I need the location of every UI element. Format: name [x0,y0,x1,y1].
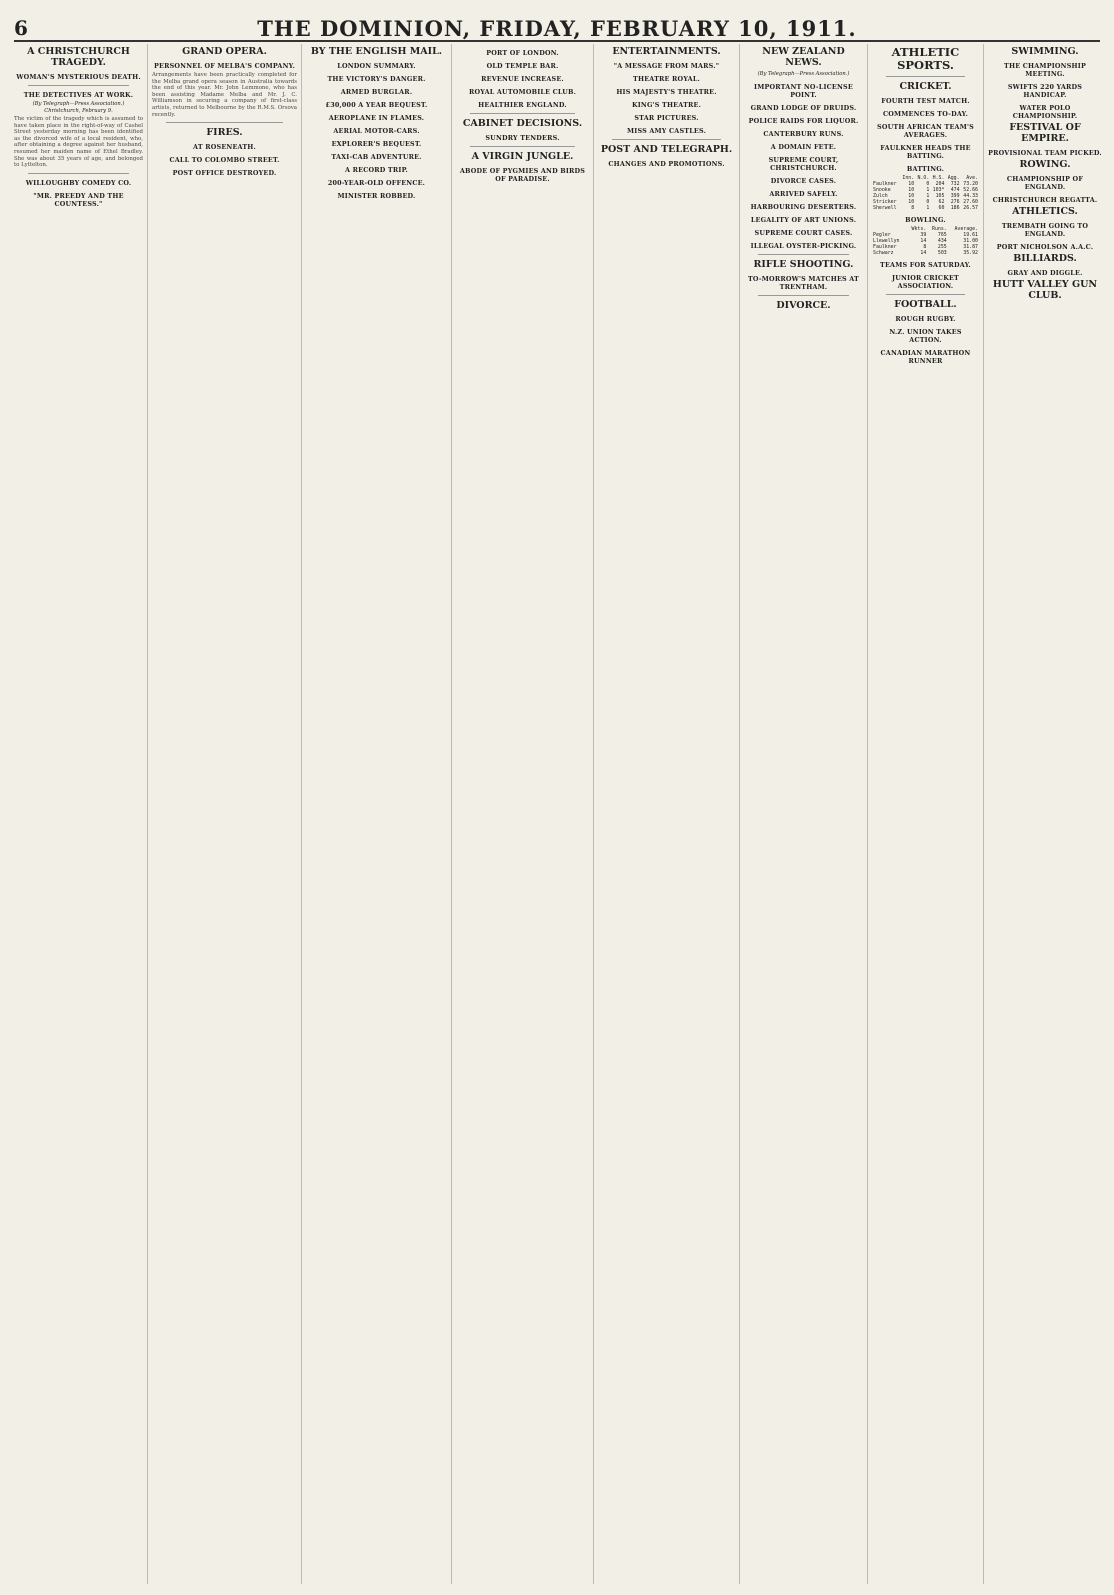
section-heading: REVENUE INCREASE. [481,75,564,83]
table-cell: 0 [926,199,930,205]
section-title-football: FOOTBALL. [894,299,957,310]
column-christchurch-tragedy [10,44,148,1584]
section-heading: ROUGH RUGBY. [895,315,956,323]
table-cell: 1 [926,205,930,211]
section-title-hutt-valley-gun-club: HUTT VALLEY GUN CLUB. [992,279,1098,301]
table-cell: Schwarz [873,250,894,256]
table-cell: 27.60 [963,199,978,205]
section-heading: SUPREME COURT, CHRISTCHURCH. [768,155,839,172]
section-heading: GRAND LODGE OF DRUIDS. [750,103,857,112]
table-cell: 0 [926,181,930,187]
table-cell: 255 [937,244,947,250]
section-heading: THE DETECTIVES AT WORK. [23,91,134,99]
table-cell: 105 [935,193,945,199]
section-heading: CANTERBURY RUNS. [763,129,844,138]
table-cell: Llewellyn [873,238,900,244]
section-heading: MINISTER ROBBED. [337,192,416,200]
article-title-athletic-sports: ATHLETIC SPORTS. [891,45,960,72]
table-caption-batting: BATTING. [906,165,945,173]
section-heading: HIS MAJESTY'S THEATRE. [616,88,717,96]
section-heading: POLICE RAIDS FOR LIQUOR. [748,116,859,125]
table-cell: Stricker [873,199,897,205]
section-heading: THE VICTORY'S DANGER. [327,75,426,83]
section-heading: COMMENCES TO-DAY. [882,110,969,118]
section-heading: MISS AMY CASTLES. [627,127,706,135]
section-title-rowing: ROWING. [1019,159,1071,170]
section-heading: £30,000 A YEAR BEQUEST. [325,101,428,109]
section-heading: PORT OF LONDON. [486,49,559,57]
table-cell: Snooke [873,187,891,193]
table-cell: 62 [938,199,945,205]
table-cell: 35.92 [963,250,978,256]
batting-row [872,205,979,211]
section-heading: OLD TEMPLE BAR. [486,62,559,70]
section-heading: KING'S THEATRE. [631,101,702,109]
bowling-row [872,250,979,256]
section-heading: 200-YEAR-OLD OFFENCE. [327,179,426,187]
table-cell: 503 [937,250,947,256]
section-subheading: "MR. PREEDY AND THE COUNTESS." [33,191,124,208]
column-swimming [984,44,1106,1584]
article-lead: Arrangements have been practically completed for the Melba grand opera season in Australia towards the end of this year. Mr. John Lemmone, who has been assisting Madame Melba and Mr. J. C. Williamson in securing a company of first-class artists, returned to Melbourne by the R.M.S. Orsova recently. [152,72,297,118]
section-heading: PERSONNEL OF MELBA'S COMPANY. [154,62,295,70]
table-cell: Zulch [873,193,888,199]
table-cell: 8 [923,244,927,250]
table-cell: 765 [937,232,947,238]
table-header-cell: Agg. [947,175,960,181]
section-heading: STAR PICTURES. [634,114,699,122]
table-cell: 399 [950,193,960,199]
table-header-cell: H.S. [932,175,945,181]
table-cell: 31.87 [963,244,978,250]
table-cell: 732 [950,181,960,187]
table-cell: Sherwell [873,205,897,211]
section-heading: ABODE OF PYGMIES AND BIRDS OF PARADISE. [459,167,586,183]
table-cell: 73.20 [963,181,978,187]
section-heading: TO-MORROW'S MATCHES AT TRENTHAM. [747,274,860,291]
section-heading: PORT NICHOLSON A.A.C. [996,243,1094,251]
section-heading: TAXI-CAB ADVENTURE. [331,153,422,161]
table-cell: 31.00 [963,238,978,244]
section-heading: SUPREME COURT CASES. [754,228,853,237]
table-cell: 474 [950,187,960,193]
section-heading: THEATRE ROYAL. [633,75,700,83]
section-heading: DIVORCE CASES. [770,176,837,185]
table-cell: 1 [926,187,930,193]
newspaper-title: THE DOMINION, FRIDAY, FEBRUARY 10, 1911. [257,16,857,41]
table-cell: 44.33 [963,193,978,199]
table-cell: 8 [911,205,915,211]
section-heading: WATER POLO CHAMPIONSHIP. [1012,104,1078,120]
section-heading: "A MESSAGE FROM MARS." [613,62,720,70]
column-grand-opera [148,44,302,1584]
table-header-cell: Runs. [932,226,947,232]
section-heading: FOURTH TEST MATCH. [881,97,970,105]
section-heading: JUNIOR CRICKET ASSOCIATION. [892,274,959,290]
section-title-festival-of-empire: FESTIVAL OF EMPIRE. [1009,122,1081,144]
section-title-cricket: CRICKET. [899,81,952,92]
section-heading: TEAMS FOR SATURDAY. [880,261,971,269]
section-heading: LEGALITY OF ART UNIONS. [750,215,857,224]
table-cell: 10 [908,199,915,205]
table-cell: 14 [920,250,927,256]
section-heading: ROYAL AUTOMOBILE CLUB. [468,88,576,96]
section-heading: FAULKNER HEADS THE BATTING. [880,144,971,160]
article-title-christchurch-tragedy: A CHRISTCHURCH TRAGEDY. [27,46,130,68]
section-heading: IMPORTANT NO-LICENSE POINT. [754,82,853,99]
column-london-news [452,44,594,1584]
table-cell: 10 [908,193,915,199]
article-title-post-telegraph: POST AND TELEGRAPH. [600,144,733,155]
table-cell: 10 [908,181,915,187]
table-cell: 14 [920,238,927,244]
byline: (By Telegraph—Press Association.) Christchurch, February 9. [32,101,125,114]
section-heading: LONDON SUMMARY. [337,62,416,70]
article-title-english-mail: BY THE ENGLISH MAIL. [310,46,443,57]
article-title-entertainments: ENTERTAINMENTS. [612,46,721,57]
section-heading: AEROPLANE IN FLAMES. [328,114,425,122]
section-heading: POST OFFICE DESTROYED. [172,169,277,178]
section-heading: HEALTHIER ENGLAND. [478,101,567,109]
section-heading: SOUTH AFRICAN TEAM'S AVERAGES. [877,123,974,139]
byline: (By Telegraph—Press Association.) [757,71,850,77]
section-heading: ILLEGAL OYSTER-PICKING. [750,241,857,250]
table-cell: Pegler [873,232,891,238]
section-heading: EXPLORER'S BEQUEST. [331,140,422,148]
table-cell: 186 [950,205,960,211]
section-heading: A RECORD TRIP. [345,166,408,174]
section-heading: HARBOURING DESERTERS. [750,202,857,211]
table-cell: 276 [950,199,960,205]
section-heading: CHAMPIONSHIP OF ENGLAND. [1006,175,1084,191]
article-title-grand-opera: GRAND OPERA. [182,46,267,57]
article-title-nz-news: NEW ZEALAND NEWS. [762,46,845,68]
section-heading: WILLOUGHBY COMEDY CO. [25,178,132,187]
article-lead: The victim of the tragedy which is assumed to have taken place in the right-of-way of Cashel Street yesterday morning has been identified as the divorced wife of a local resident, who, after obtaining a degree against her husband, resumed her maiden name of Ethel Bradley. She was about 35 years of age, and belonged to Lyttelton. [14,116,143,169]
section-heading: CALL TO COLOMBO STREET. [169,156,280,165]
column-athletic-sports [868,44,984,1584]
section-heading: PROVISIONAL TEAM PICKED. [988,149,1102,157]
table-caption-bowling: BOWLING. [905,216,946,224]
page-number: 6 [14,16,28,40]
section-title-swimming: SWIMMING. [1011,46,1079,57]
table-header-cell: Ave. [966,175,978,181]
table-cell: 434 [937,238,947,244]
section-heading: ARRIVED SAFELY. [769,189,838,198]
table-cell: 19.61 [963,232,978,238]
masthead [14,14,1100,42]
section-heading: CHANGES AND PROMOTIONS. [608,160,725,168]
table-cell: 60 [938,205,945,211]
article-title-fires: FIRES. [206,127,243,139]
table-cell: 1 [926,193,930,199]
section-heading: GRAY AND DIGGLE. [1007,269,1083,277]
section-title-athletics: ATHLETICS. [1012,206,1078,217]
section-heading: ARMED BURGLAR. [340,88,413,96]
section-heading: TREMBATH GOING TO ENGLAND. [1001,222,1089,238]
article-title-divorce: DIVORCE. [776,299,831,311]
article-title-virgin-jungle: A VIRGIN JUNGLE. [471,151,574,162]
table-header-cell: Average. [954,226,978,232]
section-heading: SWIFTS 220 YARDS HANDICAP. [1007,83,1083,99]
section-heading: N.Z. UNION TAKES ACTION. [889,328,962,344]
article-subtitle: WOMAN'S MYSTERIOUS DEATH. [16,73,141,81]
article-title-rifle-shooting: RIFLE SHOOTING. [753,258,854,270]
table-header-cell: Inn. [902,175,915,181]
section-heading: SUNDRY TENDERS. [485,134,560,142]
column-nz-news [740,44,868,1584]
column-english-mail [302,44,452,1584]
article-title-cabinet-decisions: CABINET DECISIONS. [462,118,583,129]
table-cell: 204 [935,181,945,187]
table-cell: 52.66 [963,187,978,193]
table-cell: Faulkner [873,244,897,250]
table-cell: 103* [932,187,945,193]
bowling-table [872,226,979,256]
section-heading: THE CHAMPIONSHIP MEETING. [1004,62,1086,78]
section-heading: AT ROSENEATH. [193,143,256,152]
table-header-cell: Wkts. [911,226,927,232]
batting-table [872,175,979,211]
table-cell: Faulkner [873,181,897,187]
section-heading: CANADIAN MARATHON RUNNER [880,349,971,365]
table-cell: 39 [920,232,927,238]
table-header-cell: N.O. [917,175,930,181]
section-heading: A DOMAIN FETE. [770,142,837,151]
section-heading: AERIAL MOTOR-CARS. [333,127,420,135]
column-entertainments [594,44,740,1584]
table-cell: 10 [908,187,915,193]
table-cell: 26.57 [963,205,978,211]
section-heading: CHRISTCHURCH REGATTA. [992,196,1098,204]
section-title-billiards: BILLIARDS. [1013,253,1077,264]
